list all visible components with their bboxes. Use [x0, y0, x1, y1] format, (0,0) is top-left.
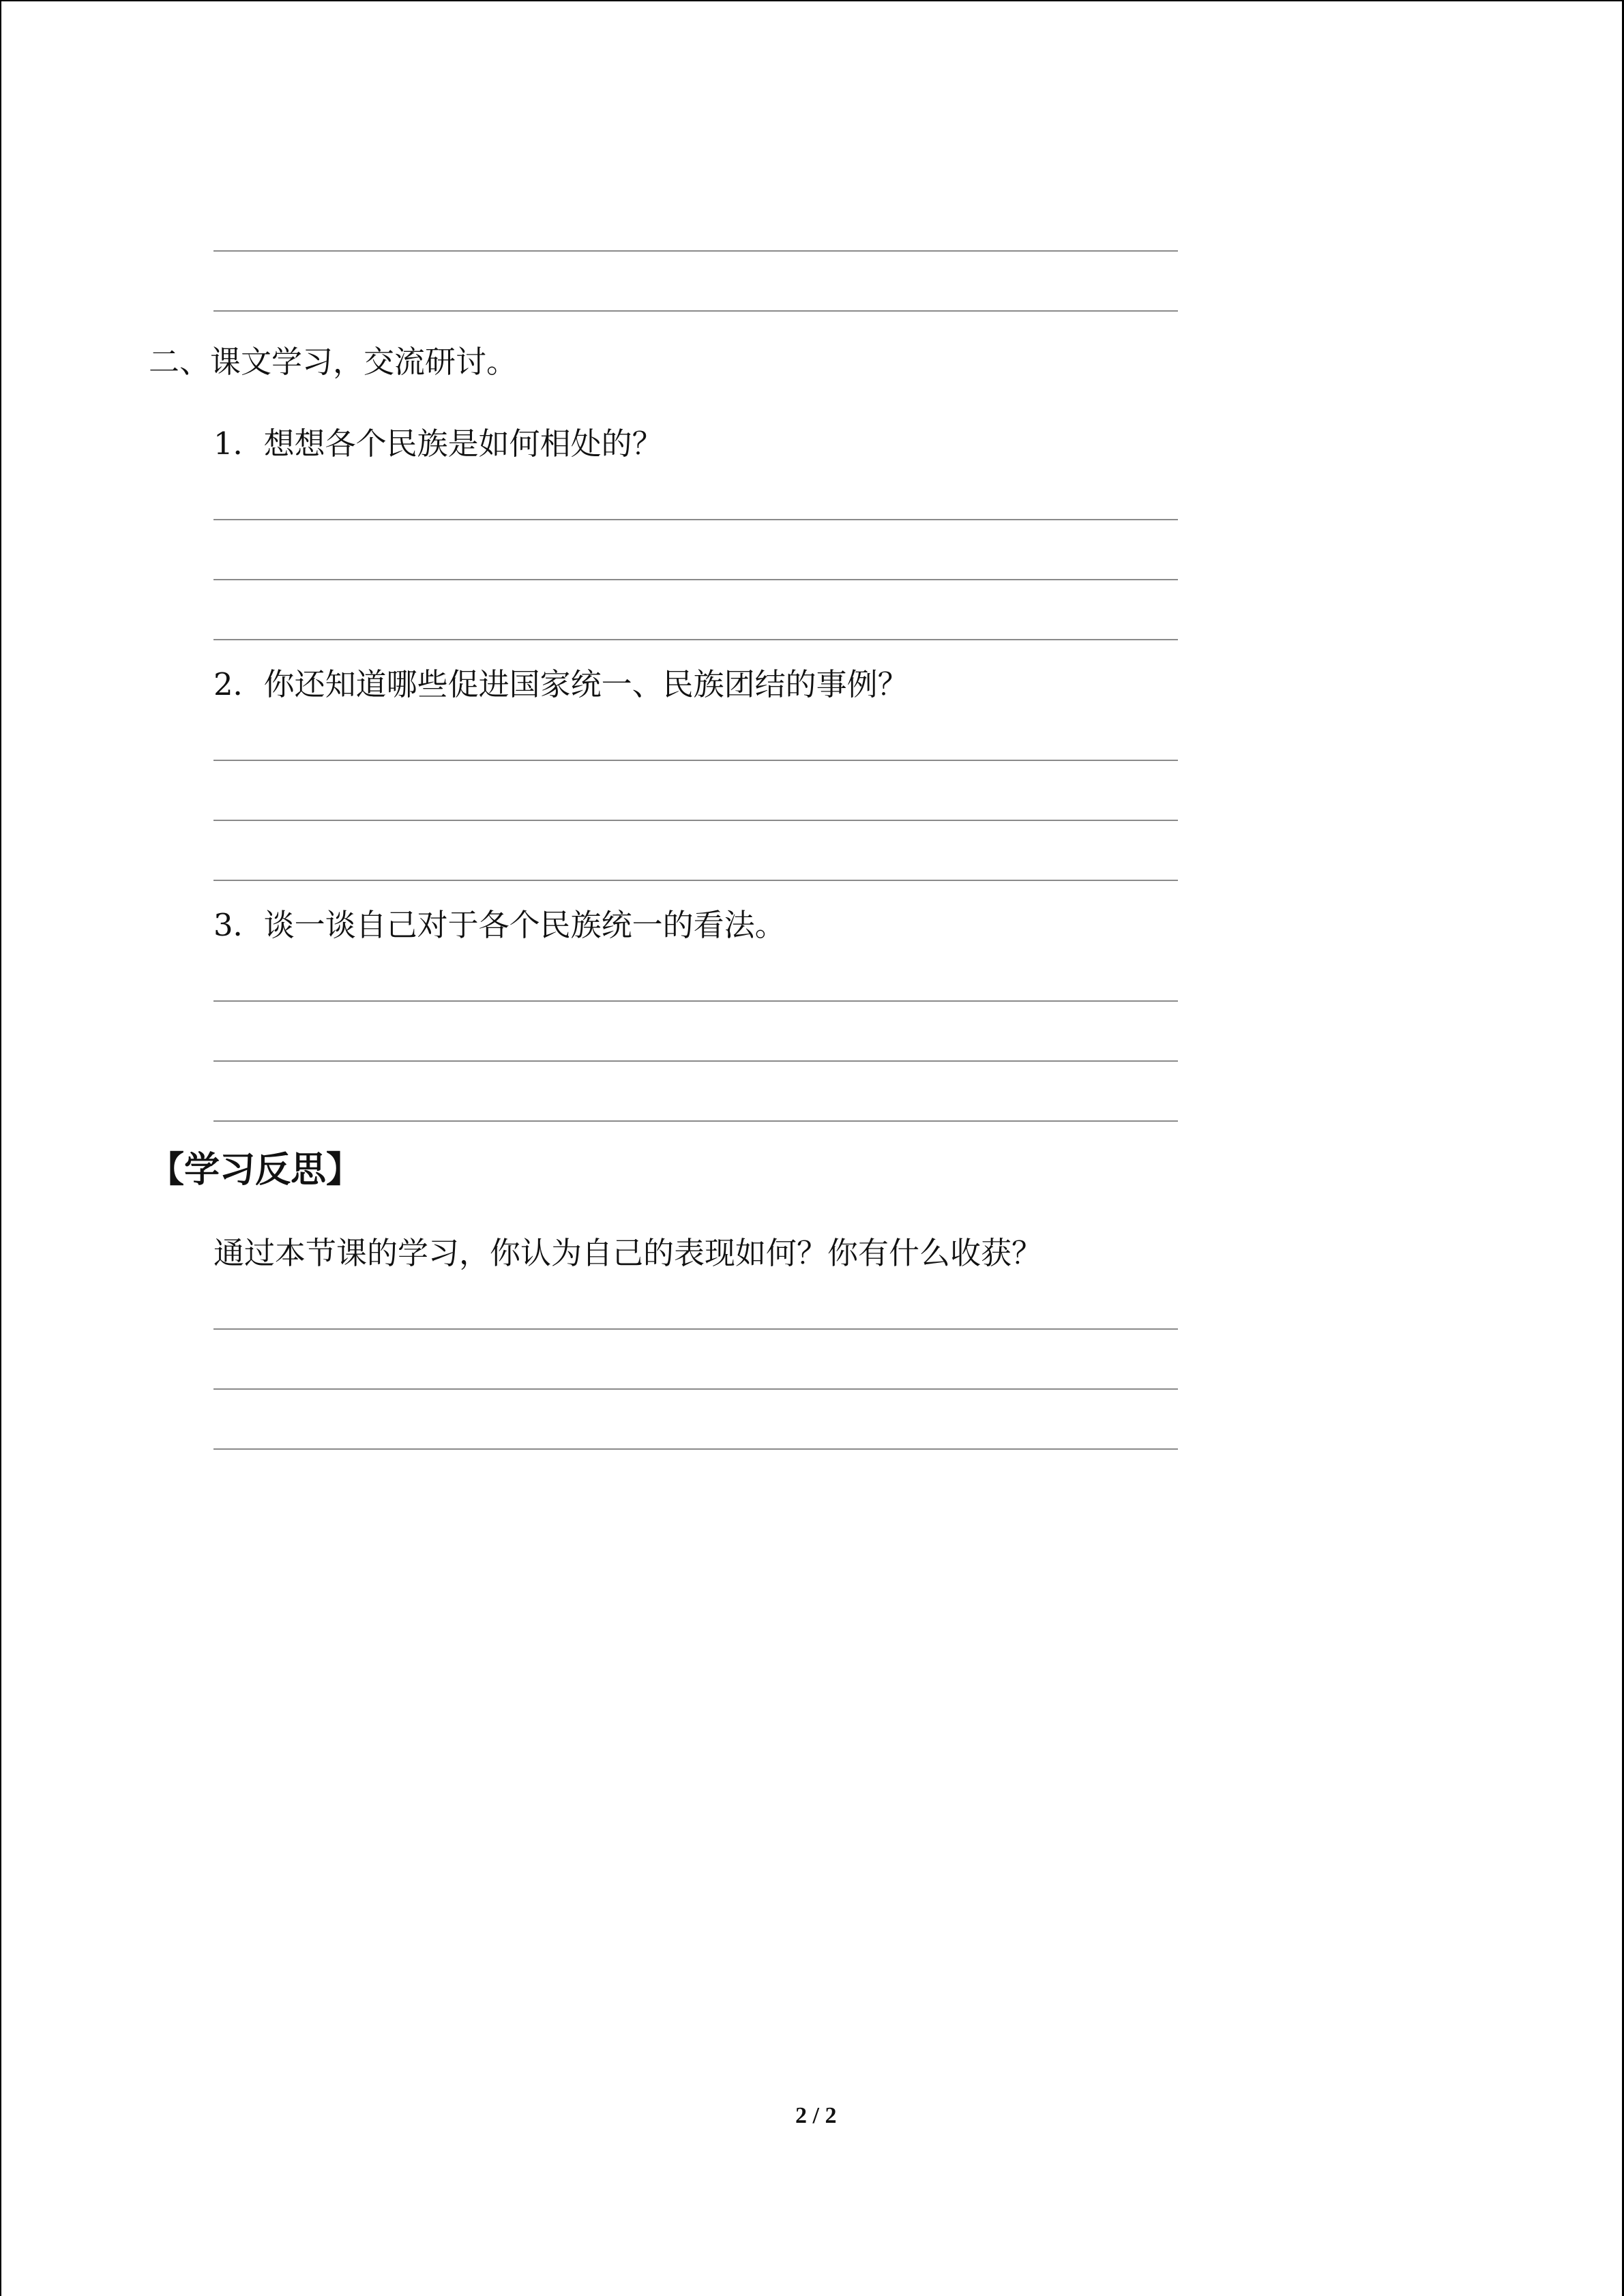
answer-line[interactable] — [213, 1060, 1178, 1062]
answer-line[interactable] — [213, 310, 1178, 312]
section-title: 二、课文学习，交流研讨。 — [149, 344, 518, 380]
page-border-top — [0, 0, 1624, 1]
answer-line[interactable] — [213, 820, 1178, 821]
answer-line[interactable] — [213, 1448, 1178, 1450]
answer-line[interactable] — [213, 760, 1178, 761]
answer-line[interactable] — [213, 579, 1178, 580]
answer-line[interactable] — [213, 1000, 1178, 1002]
answer-line[interactable] — [213, 250, 1178, 252]
page-number: 2 / 2 — [795, 2103, 837, 2128]
question-2: 2．你还知道哪些促进国家统一、民族团结的事例？ — [213, 666, 909, 702]
answer-line[interactable] — [213, 1388, 1178, 1390]
page-border-left — [0, 0, 1, 2296]
answer-line[interactable] — [213, 519, 1178, 520]
reflection-prompt: 通过本节课的学习，你认为自己的表现如何？你有什么收获？ — [213, 1235, 1043, 1271]
answer-line[interactable] — [213, 1120, 1178, 1122]
answer-line[interactable] — [213, 1328, 1178, 1330]
answer-line[interactable] — [213, 880, 1178, 881]
question-3: 3．谈一谈自己对于各个民族统一的看法。 — [213, 907, 786, 943]
question-1: 1．想想各个民族是如何相处的？ — [213, 426, 663, 462]
reflection-heading: 【学习反思】 — [149, 1150, 362, 1191]
answer-line[interactable] — [213, 639, 1178, 640]
